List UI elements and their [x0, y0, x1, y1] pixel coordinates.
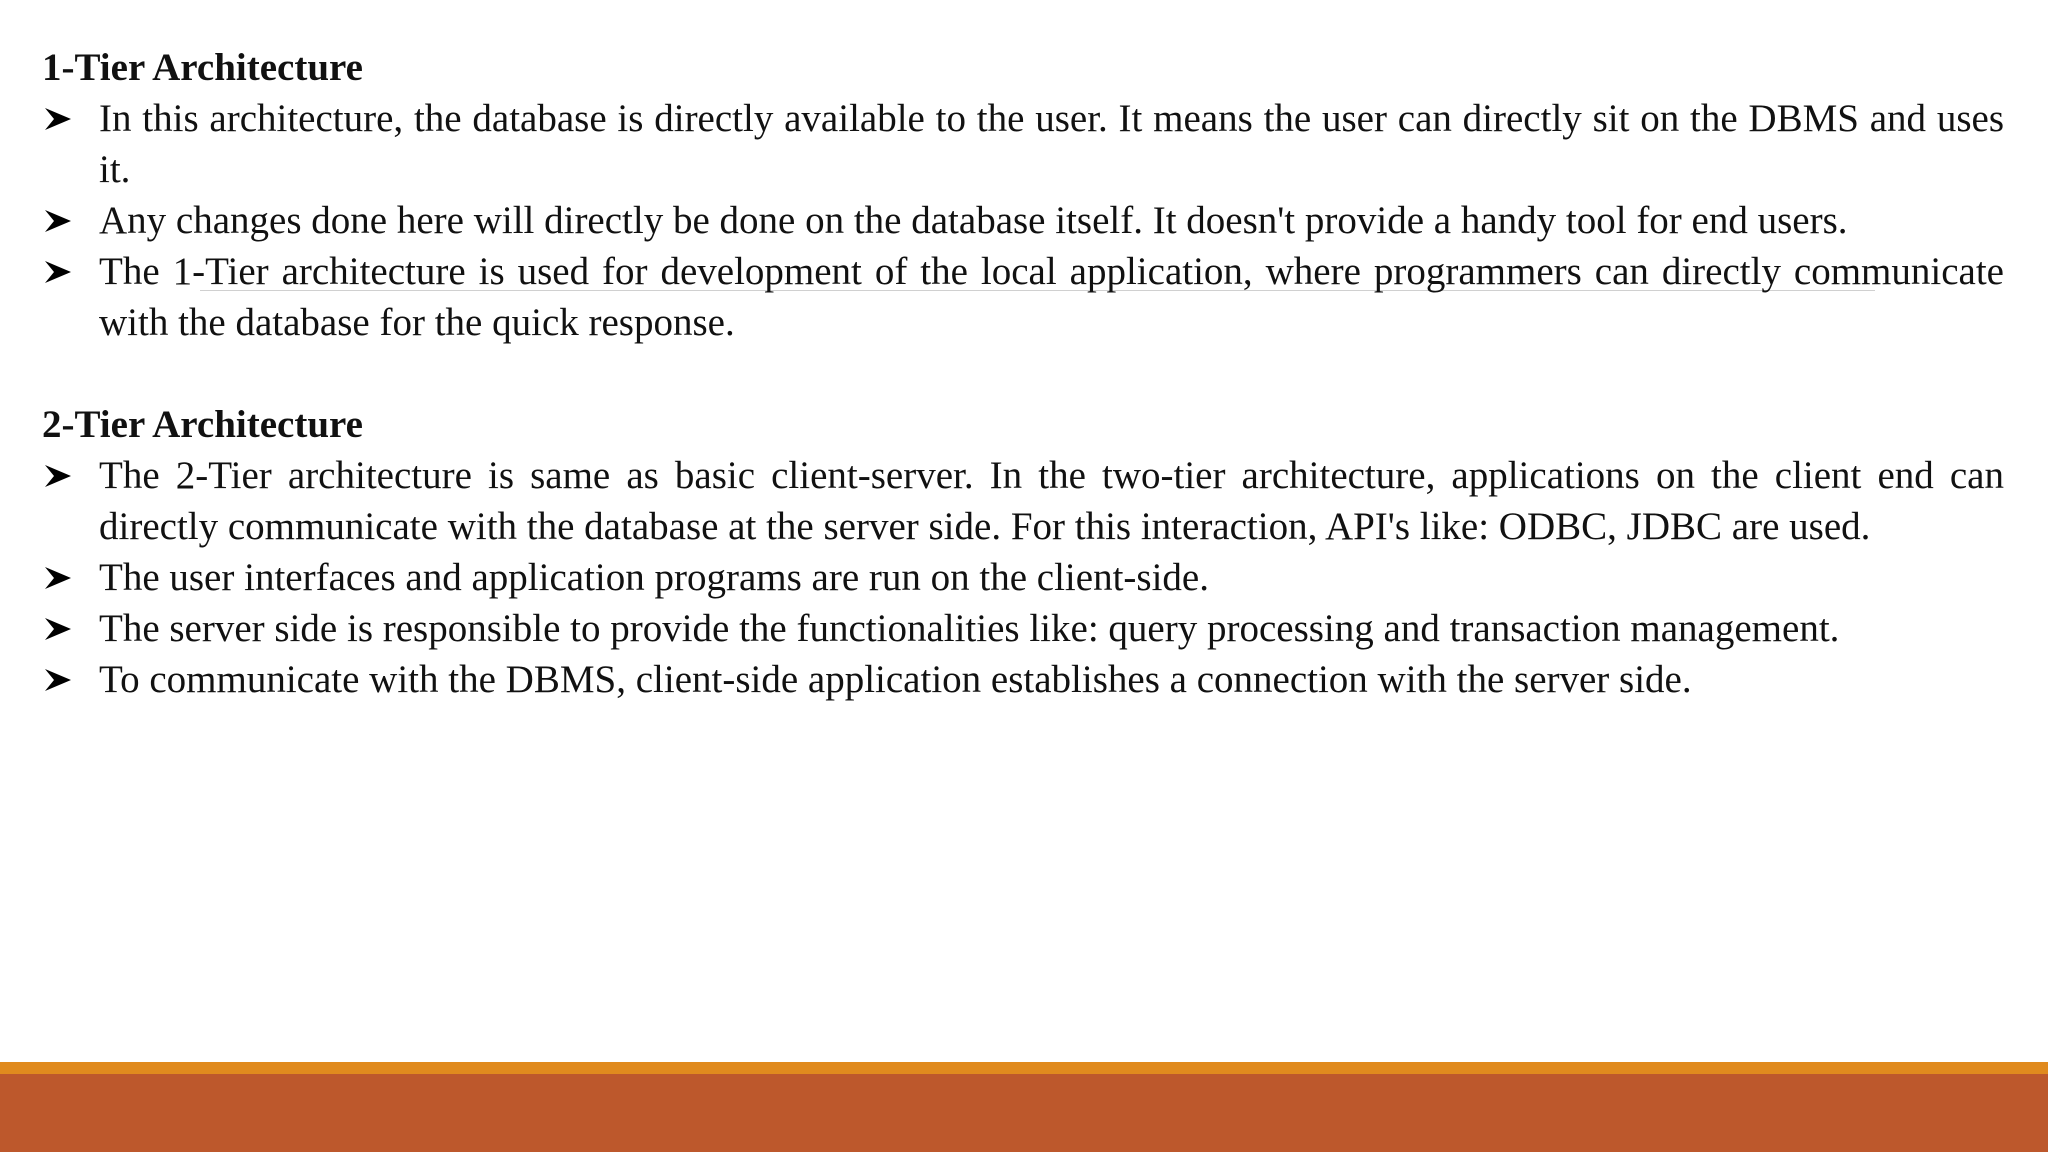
section-heading-1-tier: 1-Tier Architecture	[42, 46, 363, 89]
bullet-text: Any changes done here will directly be done on the database itself. It doesn't provide a handy tool for end users.	[99, 199, 1848, 242]
bullet-item	[42, 450, 2004, 552]
bullet-item	[42, 246, 2004, 348]
section-heading-2-tier: 2-Tier Architecture	[42, 403, 363, 446]
bullet-item	[42, 195, 2004, 246]
arrow-bullet-icon	[44, 617, 72, 641]
bullet-text: The 1-Tier architecture is used for development of the local application, where programmers can directly communicate with the database for the quick response.	[99, 250, 2004, 344]
arrow-bullet-icon	[44, 260, 72, 284]
arrow-bullet-icon	[44, 107, 72, 131]
bullet-item	[42, 552, 2004, 603]
bullet-list-1-tier	[42, 93, 2004, 348]
bullet-text: The user interfaces and application programs are run on the client-side.	[99, 556, 1209, 599]
bullet-text: In this architecture, the database is directly available to the user. It means the user can directly sit on the DBMS and uses it.	[99, 97, 2004, 191]
arrow-bullet-icon	[44, 566, 72, 590]
footer-band	[0, 1074, 2048, 1152]
arrow-bullet-icon	[44, 668, 72, 692]
bullet-list-2-tier	[42, 450, 2004, 705]
section-spacer	[42, 348, 2004, 399]
bullet-text: To communicate with the DBMS, client-side application establishes a connection with the server side.	[99, 658, 1692, 701]
bullet-text: The server side is responsible to provide the functionalities like: query processing and transaction management.	[99, 607, 1840, 650]
bullet-text: The 2-Tier architecture is same as basic client-server. In the two-tier architecture, applications on the client end can directly communicate with the database at the server side. For this interaction, API's like: ODBC, JDBC are used.	[99, 454, 2004, 548]
bullet-item	[42, 93, 2004, 195]
arrow-bullet-icon	[44, 209, 72, 233]
bullet-item	[42, 654, 2004, 705]
arrow-bullet-icon	[44, 464, 72, 488]
slide-content	[42, 42, 2004, 705]
bullet-item	[42, 603, 2004, 654]
footer-accent-stripe	[0, 1062, 2048, 1074]
